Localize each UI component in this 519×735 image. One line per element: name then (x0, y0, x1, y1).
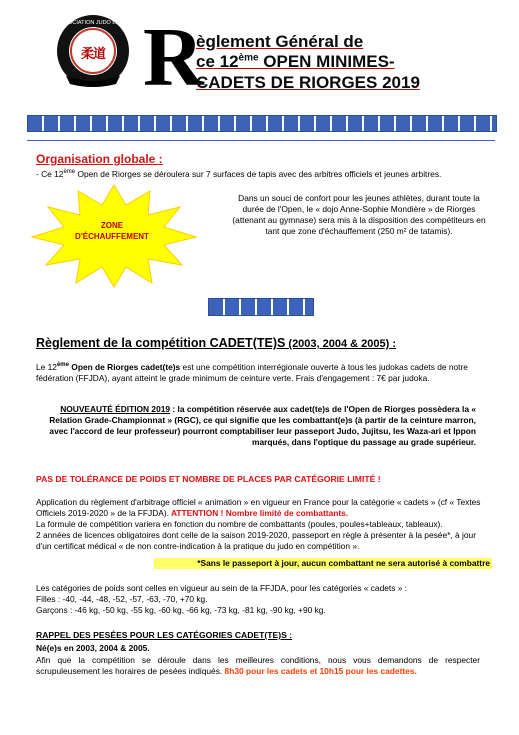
title-line-2: ce 12ème OPEN MINIMES- (196, 52, 395, 71)
divider-line (27, 140, 495, 141)
passport-warning: *Sans le passeport à jour, aucun combattant ne sera autorisé à combattre (154, 558, 492, 569)
reglement-heading: Règlement de la compétition CADET(TE)S (2003, 2004 & 2005) : (36, 336, 397, 350)
club-logo (56, 14, 130, 88)
logo-kanji-1: 柔 (81, 47, 95, 62)
logo-ring-text: ASSOCIATION JUDO LOIRE (57, 20, 129, 26)
decorative-stripe-bar-small (208, 298, 314, 316)
decorative-stripe-bar (27, 115, 497, 132)
logo-kanji-2: 道 (93, 47, 107, 62)
title-initial: R (143, 11, 204, 104)
tolerance-heading: PAS DE TOLÉRANCE DE POIDS ET NOMBRE DE PLACES PAR CATÉGORIE LIMITÉ ! (36, 474, 381, 484)
weigh-in-text: Afin que la compétition se déroule dans les meilleures conditions, nous vous demandons de respecter scrupuleusement les horaires de pesées indiqués. 8h30 pour les cadets et 10h15 pour les cadettes. (36, 655, 480, 676)
rappel-heading: RAPPEL DES PESÉES POUR LES CATÉGORIES CADET(TE)S : (36, 630, 293, 640)
organisation-heading: Organisation globale : (36, 152, 163, 166)
title-line-3: CADETS DE RIORGES 2019 (196, 73, 420, 92)
nouveaute-paragraph: NOUVEAUTÉ ÉDITION 2019 : la compétition réservée aux cadet(te)s de l'Open de Riorges possèdera la « Relation Grade-Championnat » (RGC), ce qui signifie que les combattant(e)s (à partir de la ceinture marron, avec l'accord de leur professeur) pourront comptabiliser leur passeport Judo, Jujitsu, les Waza-ari et Ippon marqués, dans l'optique du passage au grade supérieur. (49, 404, 476, 447)
birth-years: Né(e)s en 2003, 2004 & 2005. (36, 643, 150, 653)
tolerance-rules: Application du règlement d'arbitrage officiel « animation » en vigueur en France pour la catégorie « cadets » (cf « Textes Officiels 2019-2020 » de la FFJDA). ATTENTION ! Nombre limité de combattants. La formule de compétition variera en fonction du nombre de combattants (poules, poules+tableaux, tableaux). 2 années de licences obligatoires dont celle de la saison 2019-2020, passeport en règle à présenter à la pesée*, à jour d'un certificat médical « de non contre-indication à la pratique du judo en compétition ». (36, 497, 481, 551)
title-line-1: èglement Général de (196, 32, 364, 51)
reglement-paragraph: Le 12ème Open de Riorges cadet(te)s est une compétition interrégionale ouverte à tous les judokas cadets de notre fédération (FFJDA), ayant atteint le grade minimum de ceinture verte. Frais d'engagement : 7€ par judoka. (36, 361, 468, 383)
zone-label: ZONE D'ÉCHAUFFEMENT (75, 221, 149, 241)
weight-categories: Les catégories de poids sont celles en vigueur au sein de la FFJDA, pour les catégories « cadets » : Filles : -40, -44, -48, -52, -57, -63, -70, +70 kg. Garçons : -46 kg, -50 kg, -55 kg, -60 kg, -66 kg, -73 kg, -81 kg, -90 kg, +90 kg. (36, 583, 408, 615)
organisation-text: - Ce 12ème Open de Riorges se déroulera sur 7 surfaces de tapis avec des arbitres officiels et jeunes arbitres. (36, 168, 442, 179)
warmup-zone-text: Dans un souci de confort pour les jeunes athlètes, durant toute la durée de l'Open, le « dojo Anne-Sophie Mondière » de Riorges (attenant au gymnase) sera mis à la disposition des compétiteurs en tant que zone d'échauffement (250 m² de tatamis). (232, 193, 486, 236)
